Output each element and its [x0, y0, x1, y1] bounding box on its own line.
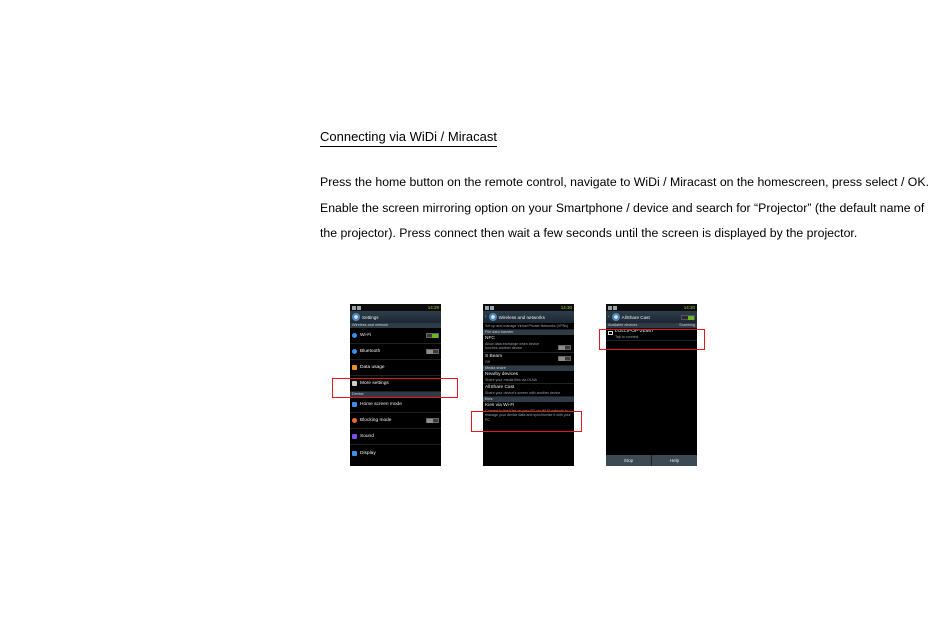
more-settings-callout — [332, 378, 458, 398]
paragraph-line: the projector). Press connect then wait a few seconds until the screen is displayed by the projector. — [320, 226, 858, 240]
item-label: Wi-Fi — [360, 333, 372, 338]
status-bar — [483, 304, 574, 311]
bottom-action-bar — [606, 455, 697, 466]
section-header: Device — [350, 392, 441, 397]
bluetooth-icon — [352, 349, 357, 354]
allshare-cast-row: AllShare Cast Share your device's screen with another device — [483, 384, 574, 397]
settings-item-blocking-mode — [350, 413, 441, 429]
home-screen-icon — [352, 402, 357, 407]
title-bar — [606, 311, 697, 323]
nfc-row: NFC Allow data exchange when device touches another device — [483, 335, 574, 352]
item-label: Data usage — [360, 365, 385, 370]
allshare-toggle — [681, 315, 695, 320]
instructions-paragraph — [320, 170, 946, 247]
section-header: File data transfer — [483, 330, 574, 335]
screen-title: Wireless and networks — [498, 314, 545, 320]
device-row: LOLLIPOP-2E567 Tap to connect — [606, 328, 697, 341]
settings-item-home-screen — [350, 397, 441, 413]
sound-icon — [352, 434, 357, 439]
item-label: More settings — [360, 381, 389, 386]
item-label: Bluetooth — [360, 349, 381, 354]
stop-button: Stop — [623, 458, 634, 463]
screen-title: AllShare Cast — [621, 314, 650, 320]
item-label: Blocking mode — [360, 418, 392, 423]
paragraph-line: Enable the screen mirroring option on your Smartphone / device and search for “Projector” (the default name of — [320, 200, 925, 215]
sbeam-row: S Beam Off — [483, 353, 574, 366]
settings-gear-icon — [489, 313, 497, 321]
data-usage-icon — [352, 365, 357, 370]
section-header: Media share — [483, 366, 574, 371]
item-label: Sound — [360, 434, 374, 439]
wifi-toggle — [426, 333, 439, 338]
help-button: Help — [651, 455, 697, 466]
status-bar — [606, 304, 697, 311]
nearby-devices-row: Nearby devices Share your media files via DLNA — [483, 371, 574, 384]
item-label: Display — [360, 450, 376, 456]
settings-item-wifi — [350, 328, 441, 344]
section-header: Wireless and network — [350, 323, 441, 328]
settings-item-display — [350, 445, 441, 461]
settings-item-bluetooth — [350, 344, 441, 360]
wifi-icon — [352, 333, 357, 338]
screen-title: Settings — [362, 314, 379, 320]
settings-item-data-usage — [350, 360, 441, 376]
section-header: Kies — [483, 397, 574, 402]
item-label: Home screen mode — [360, 402, 402, 407]
settings-gear-icon — [612, 313, 620, 321]
back-arrow-icon: ‹ — [485, 314, 487, 320]
blocking-mode-icon — [352, 418, 357, 423]
display-icon — [352, 451, 357, 456]
kies-row: Kies via Wi-Fi Connect to the Kies on your PC via Wi-Fi network to manage your device data and synchronise it with your PC — [485, 403, 571, 422]
paragraph-line: Press the home button on the remote control, navigate to WiDi / Miracast on the homescreen, press select / OK. — [320, 175, 929, 189]
title-bar — [483, 311, 574, 323]
device-callout — [599, 329, 705, 350]
scanning-indicator: Scanning — [679, 323, 695, 327]
bluetooth-toggle — [426, 349, 439, 354]
status-time: 14:29 — [427, 305, 439, 310]
sbeam-toggle — [558, 356, 571, 361]
settings-item-sound — [350, 429, 441, 445]
status-time: 14:30 — [683, 305, 695, 310]
nfc-toggle — [558, 345, 571, 350]
title-bar — [350, 311, 441, 323]
status-time: 14:30 — [560, 305, 572, 310]
vpn-description: Set up and manage Virtual Private Networks (VPNs) — [483, 323, 574, 330]
status-bar — [350, 304, 441, 311]
blocking-toggle — [426, 418, 439, 423]
allshare-cast-callout — [471, 411, 582, 432]
back-arrow-icon: ‹ — [608, 314, 610, 320]
section-header: Available devices Scanning — [608, 323, 695, 327]
section-heading: Connecting via WiDi / Miracast — [320, 129, 497, 147]
settings-gear-icon — [352, 313, 360, 321]
wireless-networks-screenshot — [483, 304, 574, 466]
